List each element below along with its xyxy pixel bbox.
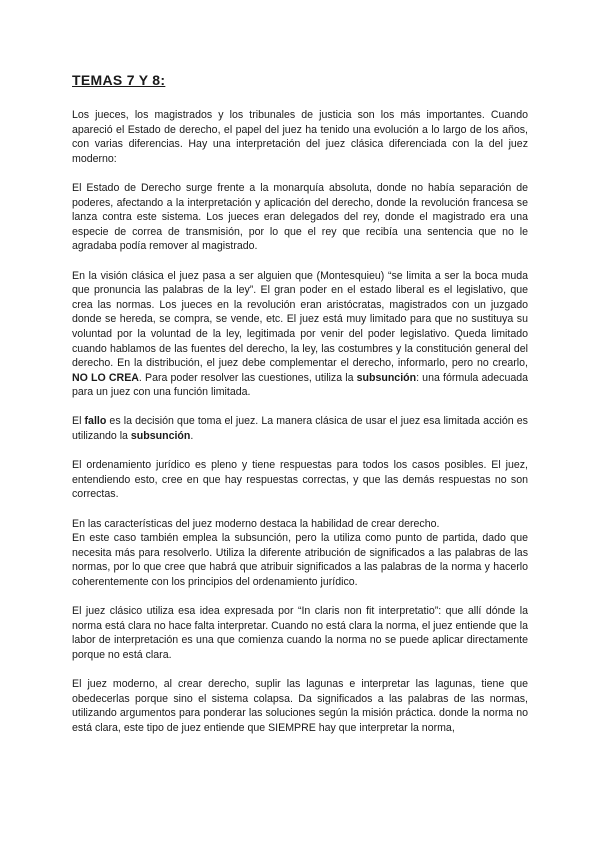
text-run: : una fórmula adecuada para un juez con una función limitada. (72, 371, 529, 399)
paragraph-vision-clasica (72, 269, 528, 400)
text-run: En la visión clásica el juez pasa a ser alguien que (Montesquieu) “se limita a ser la boca muda que pronuncia las palabras de la ley”. El gran poder en el estado liberal es el legislativo, que crea las normas. Los jueces en la revolución eran aristócratas, magistrados con un juzgado donde se hereda, se compra, se vende, etc. El juez está muy limitado para que no sustituya su voluntad por la voluntad de la ley, legitimada por venir del poder legislativo. Queda limitado cuando hablamos de las fuentes del derecho, la ley, las costumbres y la constitución general del derecho. En la distribución, el juez debe complementar el derecho, informarlo, pero no crearlo, (72, 269, 528, 370)
paragraph-intro: Los jueces, los magistrados y los tribunales de justicia son los más importantes. Cuando apareció el Estado de derecho, el papel del juez ha tenido una evolución a lo largo de los años, con varias diferencias. Hay una interpretación del juez clásica diferenciada con la del juez moderno: (72, 109, 528, 165)
emphasis-subsuncion: subsunción (356, 371, 417, 384)
paragraph-ordenamiento: El ordenamiento jurídico es pleno y tiene respuestas para todos los casos posibles. El juez, entendiendo esto, cree en que hay respuestas correctas, y que las demás respuestas no son correctas. (72, 459, 528, 501)
page-title: TEMAS 7 Y 8: (72, 72, 166, 88)
paragraph-fallo (72, 414, 528, 443)
paragraph-crear-derecho: El juez moderno, al crear derecho, suplir las lagunas e interpretar las lagunas, tiene que obedecerlas porque sino el sistema colapsa. Da significados a las palabras de las normas, utilizando argumentos para ponderar las soluciones según la misión práctica. donde la norma no está clara, este tipo de juez entiende que SIEMPRE hay que interpretar la norma, (72, 678, 528, 734)
text-run: . Para poder resolver las cuestiones, utiliza la (138, 371, 357, 384)
emphasis-subsuncion: subsunción (130, 430, 191, 443)
document-body (72, 108, 528, 736)
paragraph-estado-derecho: El Estado de Derecho surge frente a la monarquía absoluta, donde no había separación de poderes, afectando a la interpretación y aplicación del derecho, donde la revolución francesa se lanza contra este sistema. Los jueces eran delegados del rey, donde el magistrado era una especie de correa de transmisión, por lo que el rey que recibía una sentencia que no le agradaba podía remover al magistrado. (72, 181, 528, 253)
text-run: El (72, 415, 85, 428)
text-run: En este caso también emplea la subsunción, pero la utiliza como punto de partida, dado que necesita más para resolverlo. Utiliza la diferente atribución de significados a las palabras de las normas, por lo que cree que habrá que atribuir significados a las palabras de la norma y hacerlo coherentemente con los principios del ordenamiento jurídico. (72, 532, 528, 588)
paragraph-juez-moderno (72, 517, 528, 590)
text-run: es la decisión que toma el juez. La manera clásica de usar el juez esa limitada acción es utilizando la (72, 415, 528, 443)
paragraph-in-claris: El juez clásico utiliza esa idea expresada por “In claris non fit interpretatio”: que allí dónde la norma está clara no hace falta interpretar. Cuando no está clara la norma, el juez entiende que la labor de interpretación es una que comienza cuando la norma no se puede aplicar directamente porque no está clara. (72, 605, 528, 661)
emphasis-fallo: fallo (84, 415, 107, 428)
line-caracteristicas: En las características del juez moderno destaca la habilidad de crear derecho. (72, 517, 440, 530)
emphasis-no-lo-crea: NO LO CREA (72, 371, 139, 384)
text-run: . (190, 430, 194, 443)
